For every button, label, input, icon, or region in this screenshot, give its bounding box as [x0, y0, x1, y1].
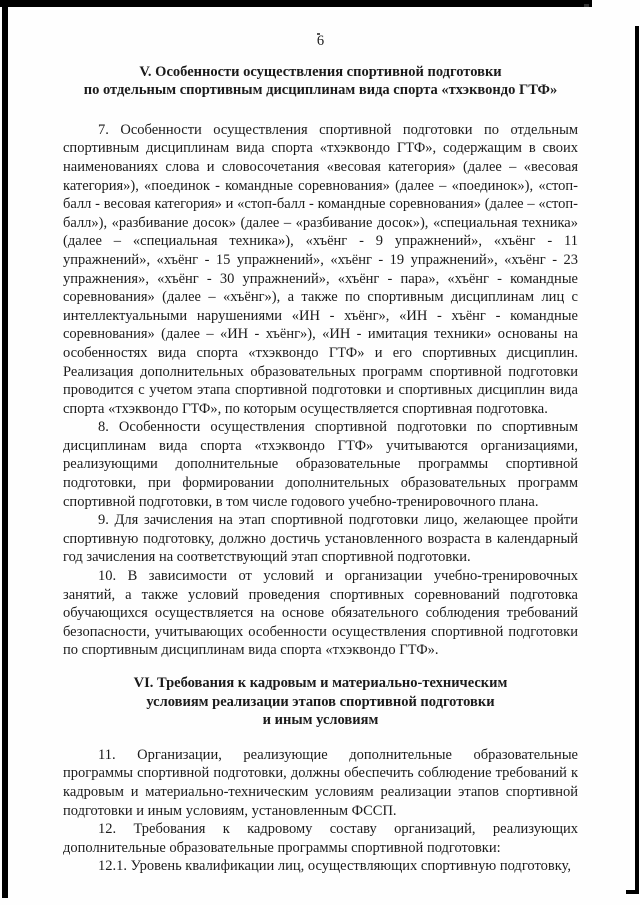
section-v-heading-line: по отдельным спортивным дисциплинам вида спорта «тхэквондо ГТФ»: [83, 82, 558, 99]
section-vi-heading-line: условиям реализации этапов спортивной подготовки: [146, 693, 495, 710]
paragraph-12-1: 12.1. Уровень квалификации лиц, осуществляющих спортивную подготовку,: [98, 858, 571, 875]
section-vi-heading-line: и иным условиям: [262, 712, 379, 729]
paragraph-12: 12. Требования к кадровому составу организаций, реализующих дополнительные образовательные программы спортивной подготовки:: [63, 821, 578, 856]
paragraph-9: 9. Для зачисления на этап спортивной подготовки лицо, желающее пройти спортивную подготовку, должно достичь установленного возраста в календарный год зачисления на соответствующий этап спортивной подготовки.: [63, 512, 578, 566]
section-vi-heading: [63, 674, 578, 730]
paragraph-11: 11. Организации, реализующие дополнительные образовательные программы спортивной подготовки, должны обеспечить соблюдение требований к кадровым и материально-техническим условиям реализации этапов спортивной подготовки и иным условиям, установленным ФССП.: [63, 746, 578, 819]
paragraph-7: 7. Особенности осуществления спортивной подготовки по отдельным спортивным дисциплинам вида спорта «тхэквондо ГТФ», содержащим в своих наименованиях слова и словосочетания «весовая категория» (далее – «весовая категория»), «поединок - командные соревнования» (далее – «поединок»), «стоп-балл - весовая категория» и «стоп-балл - командные соревнования» (далее – «стоп-балл»), «разбивание досок» (далее – «разбивание досок»), «специальная техника» (далее – «специальная техника»), «хъёнг - 9 упражнений», «хъёнг - 11 упражнений», «хъёнг - 15 упражнений», «хъёнг - 19 упражнений», «хъёнг - 23 упражнения», «хъёнг - 30 упражнений», «хъёнг - пара», «хъёнг - командные соревнования» (далее – «хъёнг»), а также по спортивным дисциплинам лиц с интеллектуальными нарушениями «ИН - хъёнг», «ИН - хъёнг - командные соревнования» (далее – «ИН - хъёнг»), «ИН - имитация техники» основаны на особенностях вида спорта «тхэквондо ГТФ» и его спортивных дисциплин. Реализация дополнительных образовательных программ спортивной подготовки проводится с учетом этапа спортивной подготовки и спортивных дисциплин вида спорта «тхэквондо ГТФ», по которым осуществляется спортивная подготовка.: [63, 121, 578, 417]
section-v-heading: [63, 63, 578, 100]
section-vi-heading-line: VI. Требования к кадровым и материально-техническим: [133, 675, 508, 691]
paragraph-8: 8. Особенности осуществления спортивной подготовки по спортивным дисциплинам вида спорта «тхэквондо ГТФ» учитываются организациями, реализующими дополнительные образовательные программы спортивной подготовки, при формировании дополнительных образовательных программ спортивной подготовки, в том числе годового учебно-тренировочного плана.: [63, 419, 578, 510]
page-number: 6: [316, 33, 325, 49]
scan-border-corner: [626, 890, 639, 894]
paragraph-10: 10. В зависимости от условий и организации учебно-тренировочных занятий, а также условий проведения спортивных соревнований подготовка обучающихся осуществляется на основе обязательного соблюдения требований безопасности, учитывающих особенности осуществления спортивной подготовки по спортивным дисциплинам вида спорта «тхэквондо ГТФ».: [63, 568, 578, 659]
section-v-heading-line: V. Особенности осуществления спортивной подготовки: [139, 63, 502, 80]
